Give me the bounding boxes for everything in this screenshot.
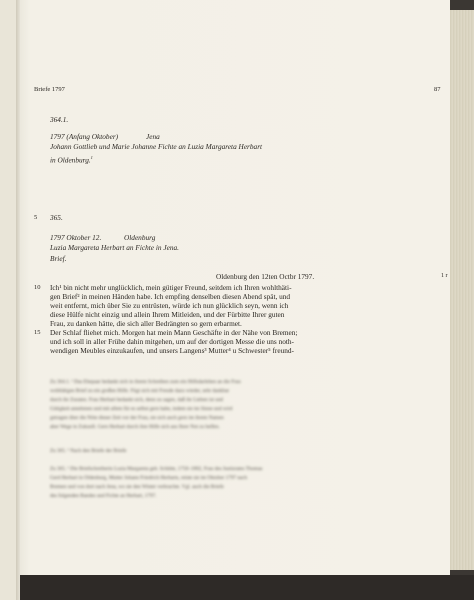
letter-line: Frau, zu danken hätte, die sich aller Bedrängten so gern erbarmet.	[50, 319, 242, 328]
line-number: 15	[34, 329, 41, 336]
letter-line: wendigen Meubles einzukaufen, und unsers Langens³ Mutter⁴ u Schwester⁵ freund-	[50, 346, 294, 355]
line-number: 10	[34, 284, 41, 291]
margin-folio-reference: 1 r	[441, 273, 448, 279]
entry-date: 1797 Oktober 12.	[50, 233, 102, 242]
page-block-edge	[450, 10, 474, 570]
letter-line: und ich soll in aller Frühe dahin mitgehen, um auf der dortigen Messe die uns noth-	[50, 337, 294, 346]
footnote-line: durch ihr Zuraten. Frau Herbart bedankt sich, denn zu sagen, daß ihr Lieben ist und	[50, 397, 224, 403]
letter-line: Ich¹ bin nicht mehr unglücklich, mein gütiger Freund, seitdem ich Ihren wohlthäti-	[50, 283, 292, 292]
footnote-line: Zu 365. ¹ Nach den Briefe der Briefe	[50, 448, 127, 454]
left-page-edge	[0, 0, 16, 600]
entry-place: Oldenburg	[124, 233, 156, 242]
background-bottom	[20, 575, 474, 600]
entry-number: 365.	[50, 213, 63, 222]
entry-correspondents: Luzia Margareta Herbart an Fichte in Jena.	[50, 243, 179, 252]
footnote-line: Bremen und von dort nach Jena, wo sie den Winter verbrachte. Vgl. auch die Briefe	[50, 484, 224, 490]
footnote-line: aber Wege in Zukunft. Gern Herbart durch ihre Hilfe sich aus Ihrer Not zu helfen.	[50, 424, 220, 430]
footnote-line: Zu 365. ¹ Die Briefschreiberin Luzia Margareta geb. Schütte, 1750–1802, Frau des Justizrates Thomas	[50, 466, 263, 472]
entry-place: Jena	[146, 132, 160, 141]
entry-type: Brief.	[50, 254, 67, 263]
entry-destination: in Oldenburg.$^1$	[50, 155, 93, 165]
footnote-line: getragen über die Nöte dieser Zeit vor der Frau, sie sich auch gern im ihrem Namen	[50, 415, 224, 421]
running-header: Briefe 1797	[34, 86, 65, 93]
footnote-line: wohltätigen Brief zu ein großen Hilfe. Fügt sich mit Freude dazu wieder, sehr dankbar	[50, 388, 230, 394]
footnote-line: Gütigkeit annehmen und mit allem für es selbst gern habe, indem sie im Sinne und wird	[50, 406, 233, 412]
letter-line: diese Hülfe nicht einzig und allein Ihrem Mitleiden, und der Fürbitte Ihrer guten	[50, 310, 285, 319]
entry-date: 1797 (Anfang Oktober)	[50, 132, 119, 141]
letter-line: gen Brief² in meinen Händen habe. Ich empfing denselben diesen Abend spät, und	[50, 292, 291, 301]
footnote-line: Zu 364.1. ¹ Das Ehepaar bedankt sich in ihrem Schreiben zum ein Hilfsdarlehen an die Frau	[50, 379, 241, 385]
letter-line: Der Schlaf fliehet mich. Morgen hat mein Mann Geschäfte in der Nähe von Bremen;	[50, 328, 298, 337]
line-number: 5	[34, 214, 38, 221]
footnote-line: des folgenden Bandes und Fichte an Herbart, 1797.	[50, 493, 157, 499]
letter-line: weit entfernt, mich über Sie zu entrüsten, würde ich nun glücklich seyn, wenn ich	[50, 301, 289, 310]
letter-dateline: Oldenburg den 12ten Octbr 1797.	[216, 272, 315, 281]
entry-correspondents: Johann Gottlieb und Marie Johanne Fichte an Luzia Margareta Herbart	[50, 142, 263, 151]
page-number: 87	[434, 86, 441, 93]
entry-number: 364.1.	[50, 115, 69, 124]
footnote-line: Gerd Herbart in Oldenburg, Mutter Johann Friedrich Herbarts, reiste sie im Oktober 1797 nach	[50, 475, 248, 481]
